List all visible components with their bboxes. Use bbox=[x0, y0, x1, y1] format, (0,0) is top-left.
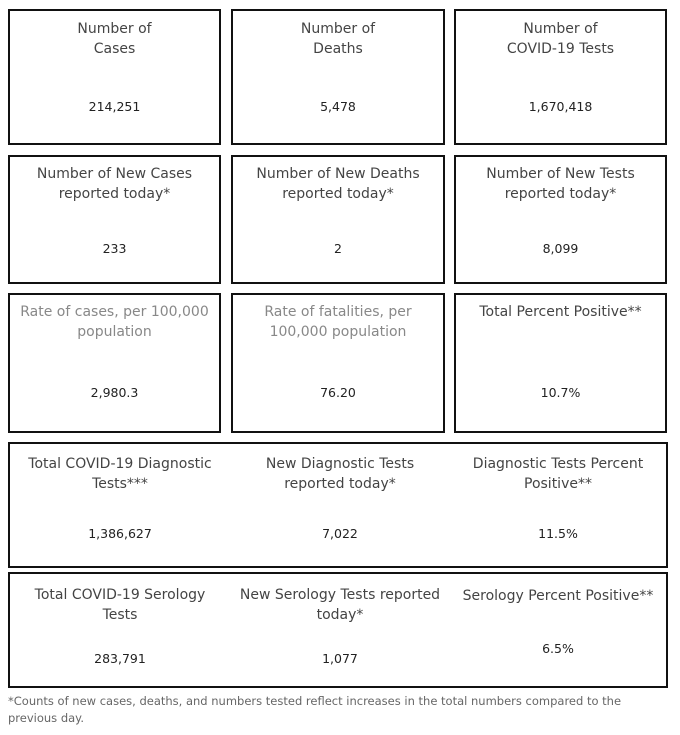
case-rate-value: 2,980.3 bbox=[90, 385, 139, 400]
cases-value: 214,251 bbox=[88, 99, 141, 114]
case-rate-card bbox=[8, 293, 221, 433]
serology-total-value: 283,791 bbox=[94, 651, 146, 666]
new-tests-value: 8,099 bbox=[542, 241, 579, 256]
fatality-rate-card bbox=[231, 293, 445, 433]
serology-percent-value: 6.5% bbox=[542, 641, 574, 656]
serology-total-label: Total COVID-19 Serology Tests bbox=[34, 587, 206, 623]
deaths-value: 5,478 bbox=[320, 99, 356, 114]
diagnostic-total-column bbox=[10, 444, 230, 566]
fatality-rate-label: Rate of fatalities, per 100,000 population bbox=[264, 304, 412, 340]
deaths-label: Number of Deaths bbox=[300, 21, 376, 57]
diagnostic-tests-card bbox=[8, 442, 668, 568]
diagnostic-percent-label: Diagnostic Tests Percent Positive** bbox=[472, 456, 644, 492]
new-cases-card bbox=[8, 155, 221, 284]
deaths-card bbox=[231, 9, 445, 145]
new-deaths-card bbox=[231, 155, 445, 284]
tests-card bbox=[454, 9, 667, 145]
percent-positive-label: Total Percent Positive** bbox=[479, 304, 642, 320]
new-cases-label: Number of New Cases reported today* bbox=[36, 166, 193, 202]
cases-label: Number of Cases bbox=[77, 21, 152, 57]
new-deaths-value: 2 bbox=[334, 241, 342, 256]
percent-positive-card bbox=[454, 293, 667, 433]
diagnostic-total-label: Total COVID-19 Diagnostic Tests*** bbox=[28, 456, 212, 492]
serology-new-value: 1,077 bbox=[322, 651, 358, 666]
fatality-rate-value: 76.20 bbox=[320, 385, 356, 400]
tests-value: 1,670,418 bbox=[528, 99, 593, 114]
serology-tests-card bbox=[8, 572, 668, 688]
footnote: *Counts of new cases, deaths, and numbers tested reflect increases in the total numbers compared to the previous day. bbox=[8, 694, 622, 725]
diagnostic-percent-value: 11.5% bbox=[538, 526, 578, 541]
percent-positive-value: 10.7% bbox=[540, 385, 581, 400]
diagnostic-new-label: New Diagnostic Tests reported today* bbox=[265, 456, 415, 492]
serology-percent-column bbox=[450, 574, 666, 686]
new-tests-card bbox=[454, 155, 667, 284]
diagnostic-percent-column bbox=[450, 444, 666, 566]
diagnostic-total-value: 1,386,627 bbox=[88, 526, 152, 541]
new-tests-label: Number of New Tests reported today* bbox=[486, 166, 635, 202]
serology-new-column bbox=[230, 574, 450, 686]
serology-new-label: New Serology Tests reported today* bbox=[239, 587, 441, 623]
new-deaths-label: Number of New Deaths reported today* bbox=[256, 166, 420, 202]
serology-total-column bbox=[10, 574, 230, 686]
tests-label: Number of COVID-19 Tests bbox=[506, 21, 615, 57]
new-cases-value: 233 bbox=[102, 241, 127, 256]
serology-percent-label: Serology Percent Positive** bbox=[462, 588, 654, 604]
diagnostic-new-value: 7,022 bbox=[322, 526, 358, 541]
case-rate-label: Rate of cases, per 100,000 population bbox=[20, 304, 209, 340]
diagnostic-new-column bbox=[230, 444, 450, 566]
cases-card bbox=[8, 9, 221, 145]
